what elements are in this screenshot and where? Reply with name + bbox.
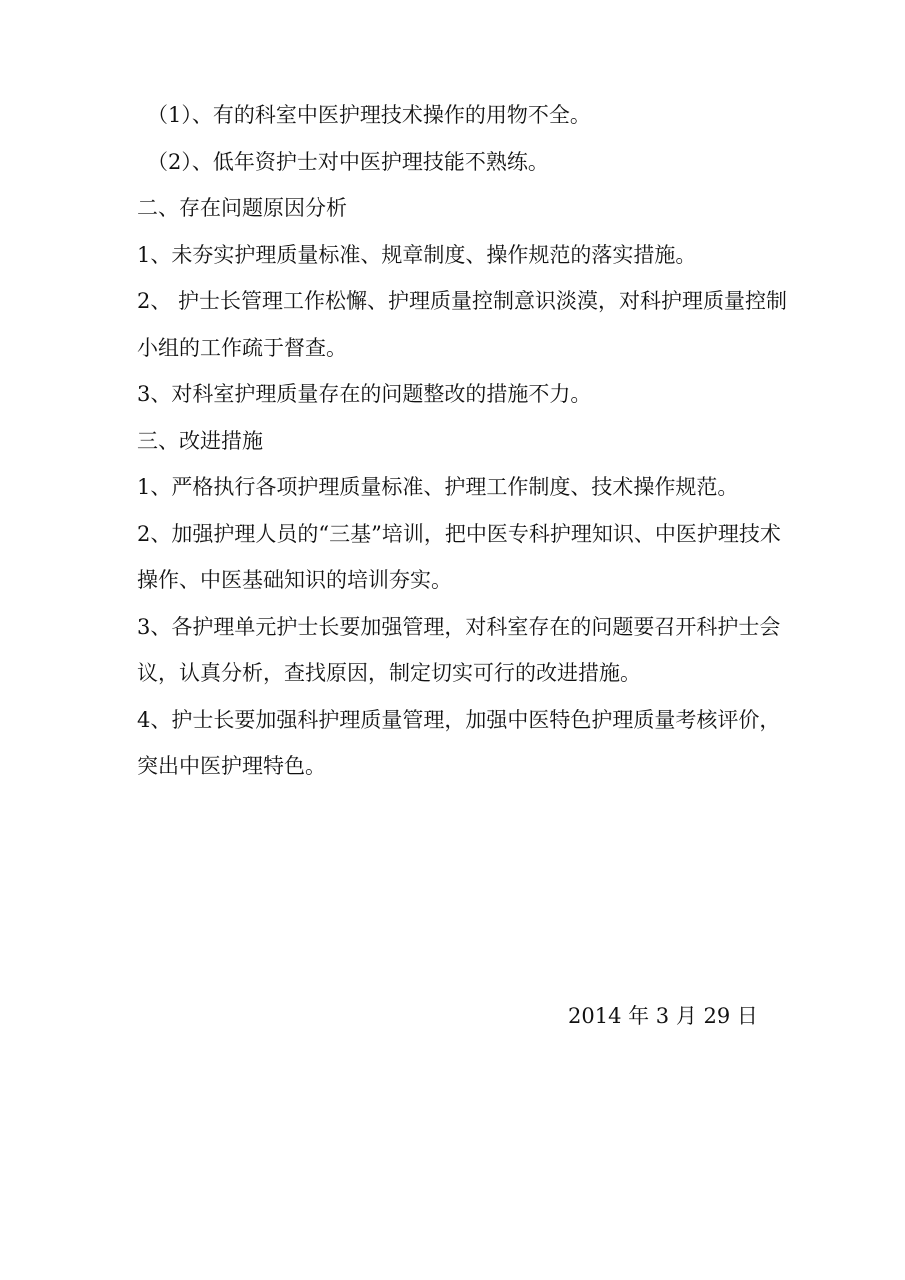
measure-item-2: 2、加强护理人员的“三基”培训，把中医专科护理知识、中医护理技术操作、中医基础知识的培训夯实。 xyxy=(137,521,781,592)
document-body xyxy=(137,92,797,790)
cause-item-2: 2、 护士长管理工作松懈、护理质量控制意识淡漠，对科护理质量控制小组的工作疏于督查。 xyxy=(137,289,788,360)
document-date: 2014 年 3 月 29 日 xyxy=(568,1004,758,1028)
problem-item-1: （1）、有的科室中医护理技术操作的用物不全。 xyxy=(147,103,591,127)
measure-item-1: 1、严格执行各项护理质量标准、护理工作制度、技术操作规范。 xyxy=(137,475,739,499)
cause-item-3: 3、对科室护理质量存在的问题整改的措施不力。 xyxy=(137,382,592,406)
section-heading-improvement: 三、改进措施 xyxy=(137,428,263,453)
cause-item-1: 1、未夯实护理质量标准、规章制度、操作规范的落实措施。 xyxy=(137,242,697,267)
problem-item-2: （2）、低年资护士对中医护理技能不熟练。 xyxy=(147,149,549,174)
measure-item-3: 3、各护理单元护士长要加强管理，对科室存在的问题要召开科护士会议，认真分析，查找原因，制定切实可行的改进措施。 xyxy=(137,614,781,685)
measure-item-4: 4、护士长要加强科护理质量管理，加强中医特色护理质量考核评价，突出中医护理特色。 xyxy=(137,707,781,778)
section-heading-cause-analysis: 二、存在问题原因分析 xyxy=(137,196,347,220)
